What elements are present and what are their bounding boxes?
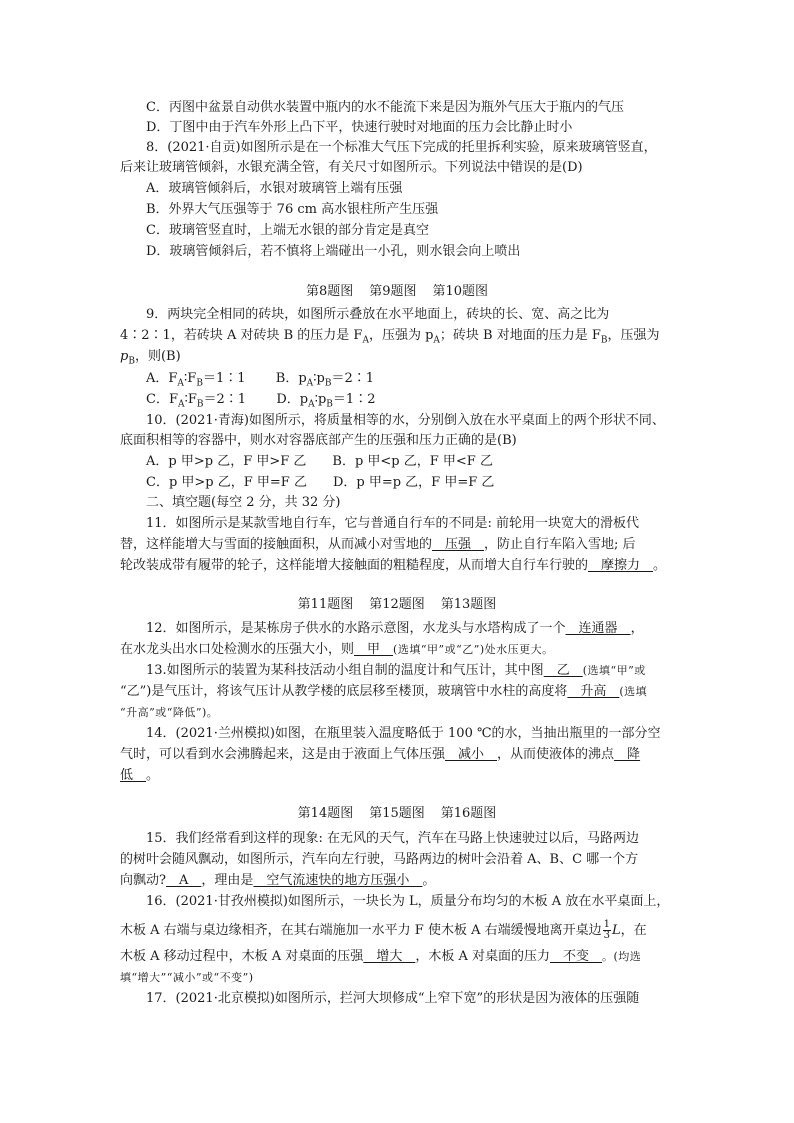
- answer-blank: 增大: [363, 949, 416, 964]
- option-a: A．玻璃管倾斜后，水银对玻璃管上端有压强: [146, 181, 403, 196]
- figure-caption: 第11题图: [297, 597, 354, 612]
- text-line: 在水龙头出水口处检测水的压强大小，则 甲 (选填“甲”或“乙”)处水压更大。: [120, 642, 554, 657]
- text-line: $p_B$，则(B): [120, 349, 181, 367]
- option-row: A．$F_A∶F_B=1∶1$ B．$p_A∶p_B=2∶1$: [146, 371, 375, 389]
- text-line: 填“增大”“减小”或“不变”): [120, 971, 254, 984]
- answer-blank: 减小: [445, 747, 498, 762]
- text-line: “升高”或“降低”)。: [120, 706, 219, 719]
- answer-blank: 降: [614, 747, 641, 762]
- question-14-stem: 14．(2021·兰州模拟)如图，在瓶里装入温度略低于 100 ℃的水，当抽出瓶里的一部分空: [146, 726, 661, 741]
- option-row: A．p 甲>p 乙，F 甲>F 乙 B．p 甲<p 乙，F 甲<F 乙: [146, 454, 493, 469]
- option-d: D．玻璃管倾斜后，若不慎将上端碰出一小孔，则水银会向上喷出: [146, 244, 521, 259]
- option-row: C．p 甲>p 乙，F 甲=F 乙 D．p 甲=p 乙，F 甲=F 乙: [146, 475, 495, 490]
- text-line: 4∶2∶1，若砖块 A 对砖块 B 的压力是 $F_A$，压强为 $p_A$；砖块 B 对地面的压力是 $F_B$，压强为: [120, 328, 660, 346]
- question-12-stem: 12．如图所示，是某栋房子供水的水路示意图，水龙头与水塔构成了一个 连通器 ，: [146, 621, 644, 636]
- option-b: B．外界大气压强等于 76 cm 高水银柱所产生压强: [146, 202, 439, 217]
- text-line: 后来让玻璃管倾斜，水银充满全管，有关尺寸如图所示。下列说法中错误的是(D): [120, 160, 583, 175]
- question-15-stem: 15．我们经常看到这样的现象: 在无风的天气，汽车在马路上快速驶过以后，马路两边: [146, 831, 640, 846]
- figure-caption: 第16题图: [440, 806, 497, 821]
- figure-caption: 第10题图: [432, 284, 489, 299]
- option-row: C．$F_A∶F_B=2∶1$ D．$p_A∶p_B=1∶2$: [146, 392, 376, 410]
- figure-caption: 第9题图: [369, 284, 417, 299]
- text-line: 替，这样能增大与雪面的接触面积，从而减小对雪地的 压强 ，防止自行车陷入雪地; 后: [120, 537, 636, 552]
- answer-blank: 空气流速快的地方压强小: [253, 873, 423, 888]
- figure-caption: 第15题图: [369, 806, 425, 821]
- figure-caption-row: [0, 283, 794, 301]
- figure-caption-row: [0, 805, 794, 823]
- figure-caption: 第8题图: [305, 284, 354, 299]
- answer-blank: A: [165, 873, 202, 888]
- answer-blank: 低: [120, 768, 147, 783]
- text-line: 向飘动? A ，理由是 空气流速快的地方压强小 。: [120, 873, 436, 888]
- figure-caption-row: [0, 596, 794, 614]
- answer-blank: 乙: [543, 663, 583, 678]
- option-c: C．玻璃管竖直时，上端无水银的部分肯定是真空: [146, 223, 429, 238]
- text-line: 木板 A 移动过程中，木板 A 对桌面的压强 增大 ，木板 A 对桌面的压力 不变 。(均选: [120, 949, 642, 964]
- section-heading: 二、填空题(每空 2 分，共 32 分): [146, 495, 341, 510]
- answer-blank: 不变: [549, 949, 602, 964]
- answer-blank: 摩擦力: [588, 558, 654, 573]
- answer-blank: 升高: [567, 684, 620, 699]
- fraction: $\frac{1}{3}$: [603, 919, 610, 941]
- answer-blank: 甲: [354, 642, 394, 657]
- answer-blank: 连通器: [565, 621, 631, 636]
- text-line: 轮改装成带有履带的轮子，这样能增大接触面的粗糙程度，从而增大自行车行驶的 摩擦力 。: [120, 558, 667, 573]
- question-13-stem: 13.如图所示的装置为某科技活动小组自制的温度计和气压计，其中图 乙 (选填“甲”或: [146, 663, 646, 678]
- figure-caption: 第13题图: [440, 597, 497, 612]
- text-line: 的树叶会随风飘动，如图所示，汽车向左行驶，马路两边的树叶会沿着 A、B、C 哪一个方: [120, 852, 639, 867]
- text-line: 底面积相等的容器中，则水对容器底部产生的压强和压力正确的是(B): [120, 433, 517, 448]
- question-9-stem: 9．两块完全相同的砖块，如图所示叠放在水平地面上，砖块的长、宽、高之比为: [146, 307, 610, 322]
- question-16-stem: 16．(2021·甘孜州模拟)如图所示，一块长为 L，质量分布均匀的木板 A 放在水平桌面上，: [146, 894, 670, 909]
- answer-blank: 压强: [432, 537, 485, 552]
- question-8-stem: 8．(2021·自贡)如图所示是在一个标准大气压下完成的托里拆利实验，原来玻璃管竖直，: [146, 140, 657, 155]
- text-line: 低 。: [120, 768, 160, 783]
- text-line: D．丁图中由于汽车外形上凸下平，快速行驶时对地面的压力会比静止时小: [146, 120, 573, 135]
- figure-caption: 第12题图: [369, 597, 425, 612]
- question-17-stem: 17．(2021·北京模拟)如图所示，拦河大坝修成“上窄下宽”的形状是因为液体的压强随: [146, 991, 640, 1006]
- text-line: “乙”)是气压计，将该气压计从教学楼的底层移至楼顶，玻璃管中水柱的高度将 升高 (选填: [120, 684, 648, 699]
- text-line: 气时，可以看到水会沸腾起来，这是由于液面上气体压强 减小 ，从而使液体的沸点 降: [120, 747, 641, 762]
- question-10-stem: 10．(2021·青海)如图所示，将质量相等的水，分别倒入放在水平桌面上的两个形状不同、: [146, 413, 665, 428]
- text-line: 木板 A 右端与桌边缘相齐，在其右端施加一水平力 F 使木板 A 右端缓慢地离开桌边 $\frac{1}{3}$ L，在: [120, 919, 647, 941]
- question-11-stem: 11．如图所示是某款雪地自行车，它与普通自行车的不同是: 前轮用一块宽大的滑板代: [146, 516, 640, 531]
- text-line: C．丙图中盆景自动供水装置中瓶内的水不能流下来是因为瓶外气压大于瓶内的气压: [146, 100, 624, 115]
- figure-caption: 第14题图: [297, 806, 354, 821]
